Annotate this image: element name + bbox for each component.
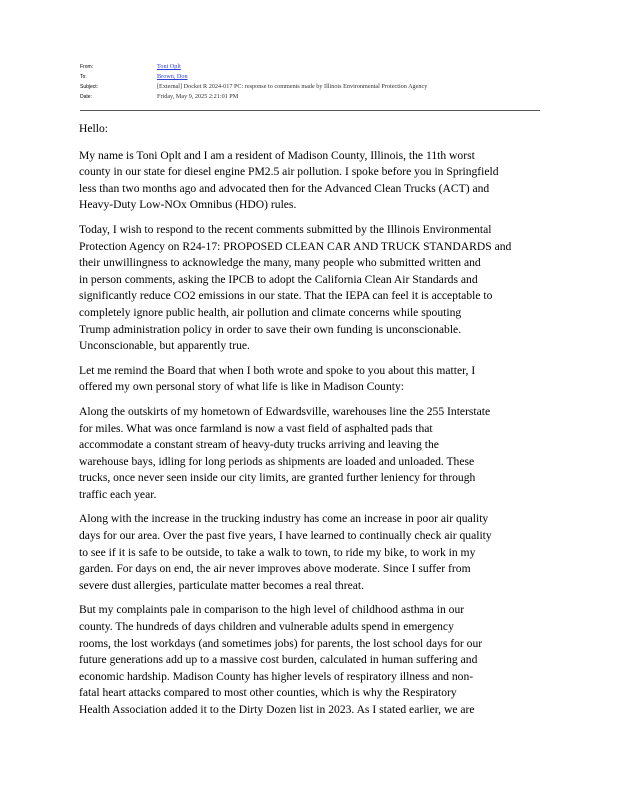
text-line: warehouse bays, idling for long periods as shipments are loaded and unloaded. These [79,454,475,468]
text-line: Unconscionable, but apparently true. [79,339,250,353]
text-line: trucks, once never seen inside our city limits, are granted further leniency for through [79,471,476,485]
date-value: Friday, May 9, 2025 2:21:01 PM [157,93,239,100]
text-line: county. The hundreds of days children and vulnerable adults spend in emergency [79,620,454,634]
text-line: days for our area. Over the past five years, I have learned to continually check air quality [79,529,492,543]
text-line: Trump administration policy in order to save their own funding is unconscionable. [79,322,462,336]
header-divider [80,110,540,111]
text-line: accommodate a constant stream of heavy-duty trucks arriving and leaving the [79,438,439,452]
text-line: completely ignore public health, air pollution and climate concerns while spouting [79,305,462,319]
date-row [80,92,540,102]
text-line: their unwillingness to acknowledge the many, many people who submitted written and [79,256,481,270]
text-line: My name is Toni Oplt and I am a resident of Madison County, Illinois, the 11th worst [79,148,475,162]
text-line: But my complaints pale in comparison to the high level of childhood asthma in our [79,603,465,617]
email-body [79,121,539,727]
body-paragraph [79,148,539,214]
body-paragraph [79,404,539,504]
text-line: Along the outskirts of my hometown of Edwardsville, warehouses line the 255 Interstate [79,404,491,418]
body-paragraph [79,511,539,594]
text-line: significantly reduce CO2 emissions in our state. That the IEPA can feel it is acceptable to [79,289,493,303]
text-line: in person comments, asking the IPCB to adopt the California Clean Air Standards and [79,272,478,286]
to-row [80,72,540,82]
text-line: rooms, the lost workdays (and sometimes jobs) for parents, the lost school days for our [79,636,483,650]
text-line: fatal heart attacks compared to most other counties, which is why the Respiratory [79,686,457,700]
body-paragraph [79,363,539,396]
text-line: severe dust allergies, particulate matter becomes a real threat. [79,578,364,592]
from-link[interactable]: Toni Oplt [157,63,181,70]
body-paragraph [79,222,539,355]
subject-row [80,82,540,92]
text-line: to see if it is safe to be outside, to take a walk to town, to ride my bike, to work in my [79,545,476,559]
date-label: Date: [80,94,92,100]
text-line: Let me remind the Board that when I both wrote and spoke to you about this matter, I [79,363,476,377]
to-link[interactable]: Brown, Don [157,73,188,80]
subject-label: Subject: [80,84,99,90]
text-line: county in our state for diesel engine PM2.5 air pollution. I spoke before you in Springfield [79,165,499,179]
from-label: From: [80,64,94,70]
from-row [80,62,540,72]
greeting: Hello: [79,122,108,135]
text-line: Today, I wish to respond to the recent comments submitted by the Illinois Environmental [79,222,492,236]
text-line: less than two months ago and advocated then for the Advanced Clean Trucks (ACT) and [79,181,490,195]
text-line: traffic each year. [79,487,157,501]
text-line: for miles. What was once farmland is now a vast field of asphalted pads that [79,421,433,435]
text-line: garden. For days on end, the air never improves above moderate. Since I suffer from [79,562,471,576]
subject-value: [External] Docket R 2024-017 PC: response to comments made by Illinois Environmental Protection Agency [157,83,428,90]
text-line: economic hardship. Madison County has higher levels of respiratory illness and non- [79,669,474,683]
text-line: future generations add up to a massive cost burden, calculated in human suffering and [79,653,478,667]
text-line: Along with the increase in the trucking industry has come an increase in poor air quality [79,512,489,526]
text-line: Heavy-Duty Low-NOx Omnibus (HDO) rules. [79,198,297,212]
to-label: To: [80,74,87,80]
text-line: Protection Agency on R24-17: PROPOSED CLEAN CAR AND TRUCK STANDARDS and [79,239,512,253]
email-header [80,62,540,102]
body-paragraph [79,602,539,718]
text-line: Health Association added it to the Dirty Dozen list in 2023. As I stated earlier, we are [79,703,475,716]
text-line: offered my own personal story of what life is like in Madison County: [79,380,405,394]
